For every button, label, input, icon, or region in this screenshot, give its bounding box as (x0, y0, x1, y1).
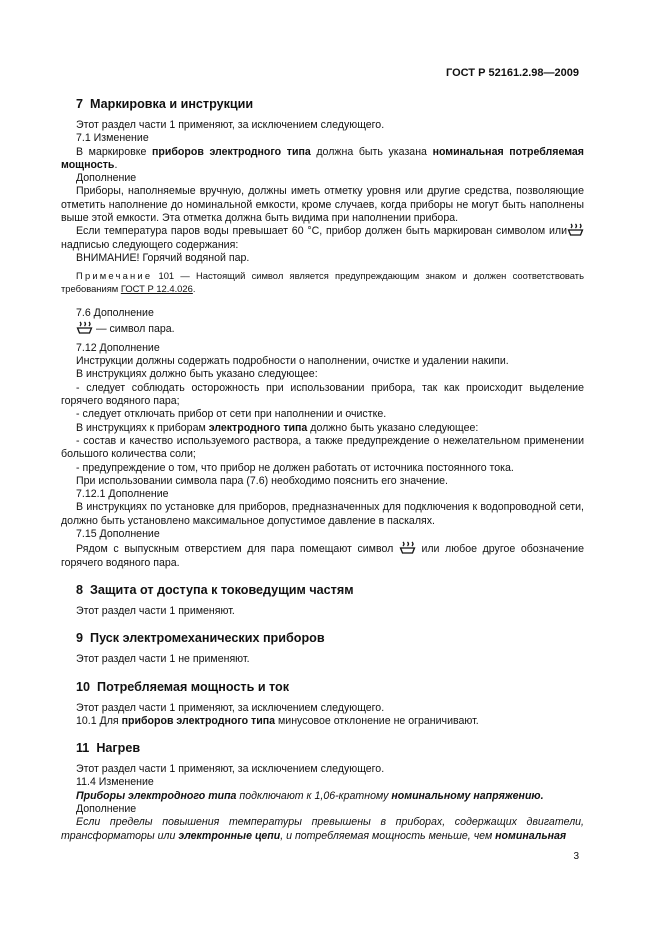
section-10-intro: Этот раздел части 1 применяют, за исключением следующего. (76, 701, 385, 714)
list-item: - следует отключать прибор от сети при наполнении и очистке. (76, 408, 387, 421)
paragraph-filling-mark: Приборы, наполняемые вручную, должны иметь отметку уровня или другие средства, позволяющие отметить наполнение до номинальной емкости, кроме случаев, когда приборы не могут быть наполнены выше этой емкости. Эта отметка должна быть видима при наполнении прибора. (61, 185, 584, 225)
clause-11-4-title: 11.4 Изменение (76, 776, 154, 789)
section-8-text: Этот раздел части 1 применяют. (76, 604, 235, 617)
steam-symbol-icon (567, 223, 584, 237)
clause-7-12-para-3: В инструкциях к приборам электродного типа должно быть указано следующее: (76, 421, 479, 434)
clause-7-1-title: 7.1 Изменение (76, 132, 149, 145)
section-10-heading: 10 Потребляемая мощность и ток (76, 679, 290, 694)
section-9-text: Этот раздел части 1 не применяют. (76, 653, 250, 666)
clause-11-4-text: Приборы электродного типа подключают к 1,06-кратному номинальному напряжению. (76, 789, 544, 802)
addition-label: Дополнение (76, 802, 137, 815)
clause-7-12-title: 7.12 Дополнение (76, 341, 160, 354)
clause-11-4-addition-text: Если пределы повышения температуры превышены в приборах, содержащих двигатели, трансформаторы или электронные цепи, и потребляемая мощность меньше, чем номинальная (61, 816, 584, 842)
warning-text: ВНИМАНИЕ! Горячий водяной пар. (76, 251, 250, 264)
list-item: - предупреждение о том, что прибор не должен работать от источника постоянного тока. (76, 461, 514, 474)
standard-code-header: ГОСТ Р 52161.2.98—2009 (445, 67, 579, 79)
list-item: - состав и качество используемого раствора, а также предупреждение о нежелательном применении большого количества соли; (61, 434, 584, 461)
section-11-intro: Этот раздел части 1 применяют, за исключением следующего. (76, 763, 385, 776)
section-11-heading: 11 Нагрев (76, 741, 141, 756)
clause-7-12-para-1: Инструкции должны содержать подробности о наполнении, очистке и удалении накипи. (76, 355, 509, 368)
standard-reference-link[interactable]: ГОСТ Р 12.4.026 (120, 282, 193, 294)
clause-7-1-text: В маркировке приборов электродного типа должна быть указана номинальная потребляемая мощность. (61, 145, 584, 171)
clause-7-6-title: 7.6 Дополнение (76, 307, 154, 320)
section-9-heading: 9 Пуск электромеханических приборов (76, 631, 325, 646)
clause-7-15-title: 7.15 Дополнение (76, 528, 160, 541)
section-7-heading: 7 Маркировка и инструкции (76, 97, 254, 111)
clause-7-12-para-2: В инструкциях должно быть указано следующее: (76, 368, 318, 381)
paragraph-steam-marking: Если температура паров воды превышает 60 °С, прибор должен быть маркирован символом или надписью следующего содержания: (61, 225, 584, 252)
clause-7-12-1-text: В инструкциях по установке для приборов, предназначенных для подключения к водопроводной сети, должно быть установлено максимальное допустимое давление в паскалях. (61, 501, 584, 527)
clause-10-1-text: 10.1 Для приборов электродного типа минусовое отклонение не ограничивают. (76, 714, 479, 727)
section-8-heading: 8 Защита от доступа к токоведущим частям (76, 582, 354, 597)
list-item: - следует соблюдать осторожность при использовании прибора, так как происходит выделение горячего водяного пара; (61, 381, 584, 408)
document-body (61, 96, 584, 843)
note-101: Примечание 101 — Настоящий символ является предупреждающим знаком и должен соответствовать требованиям ГОСТ Р 12.4.026. (61, 270, 584, 294)
clause-7-12-1-title: 7.12.1 Дополнение (76, 488, 169, 501)
clause-7-12-para-4: При использовании символа пара (7.6) необходимо пояснить его значение. (76, 474, 448, 487)
page-number: 3 (573, 851, 579, 862)
addition-label: Дополнение (76, 172, 137, 185)
steam-symbol-icon (399, 541, 416, 555)
section-7-intro: Этот раздел части 1 применяют, за исключением следующего. (76, 119, 385, 131)
steam-symbol-icon (76, 321, 93, 335)
clause-7-15-text: Рядом с выпускным отверстием для пара помещают символ или любое другое обозначение горячего водяного пара. (61, 543, 584, 569)
clause-7-6-text: — символ пара. (61, 321, 584, 336)
